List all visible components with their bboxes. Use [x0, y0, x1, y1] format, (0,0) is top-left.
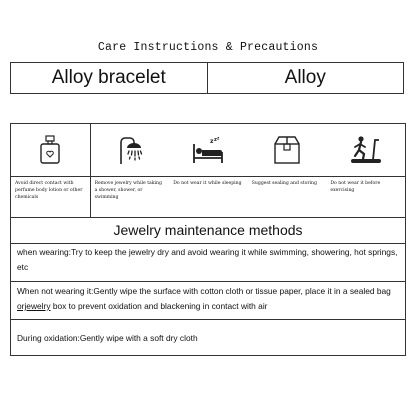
product-name-table: [10, 62, 404, 94]
perfume-bottle-icon: [38, 135, 62, 165]
svg-text:z: z: [210, 138, 214, 145]
care-icon-cell: [248, 124, 327, 176]
care-icon-cell: [11, 124, 91, 176]
maintenance-row-wearing: [11, 243, 405, 282]
product-name: Alloy bracelet: [11, 63, 208, 93]
maintenance-row-oxidation: [11, 320, 405, 356]
page-title: Care Instructions & Precautions: [97, 41, 319, 54]
maintenance-row-not-wearing: [11, 282, 405, 320]
care-table: [10, 123, 406, 356]
care-caption-sleeping: Do not wear it while sleeping: [173, 181, 242, 186]
maintenance-not-wearing-text-a: When not wearing it:Gently wipe the surface with cotton cloth or tissue paper, place it in a sealed bag: [17, 286, 391, 296]
care-icons-row: [11, 124, 405, 177]
maintenance-title: Jewelry maintenance methods: [11, 217, 405, 244]
sealed-box-icon: [272, 135, 302, 165]
care-caption-shower: Remove jewelry while taking a shower, shower, or swimming: [94, 181, 162, 200]
sleeping-bed-icon: [192, 136, 224, 164]
care-caption-exercising: Do not wear it before exercising: [330, 181, 381, 193]
svg-text:z: z: [214, 137, 218, 143]
treadmill-runner-icon: [349, 135, 383, 165]
maintenance-not-wearing-text-b: box to prevent oxidation and blackening in contact with air: [50, 301, 268, 311]
maintenance-not-wearing-underlined: orjewelry: [17, 301, 51, 311]
care-icon-cell: [326, 124, 405, 176]
care-icon-cell: [169, 124, 248, 176]
svg-text:z: z: [217, 136, 220, 141]
care-caption-perfume: Avoid direct contact with perfume body lotion or other chemicals: [11, 177, 91, 217]
shower-icon: [116, 135, 144, 165]
maintenance-wearing-text: when wearing:Try to keep the jewelry dry and avoid wearing it while swimming, showering, hot springs, etc: [17, 247, 398, 272]
care-icon-cell: [91, 124, 170, 176]
product-material: Alloy: [284, 67, 326, 88]
care-caption-storing: Suggest sealing and storing: [251, 181, 317, 186]
care-captions-row: [11, 177, 405, 218]
maintenance-oxidation-text: During oxidation:Gently wipe with a soft dry cloth: [17, 332, 198, 343]
